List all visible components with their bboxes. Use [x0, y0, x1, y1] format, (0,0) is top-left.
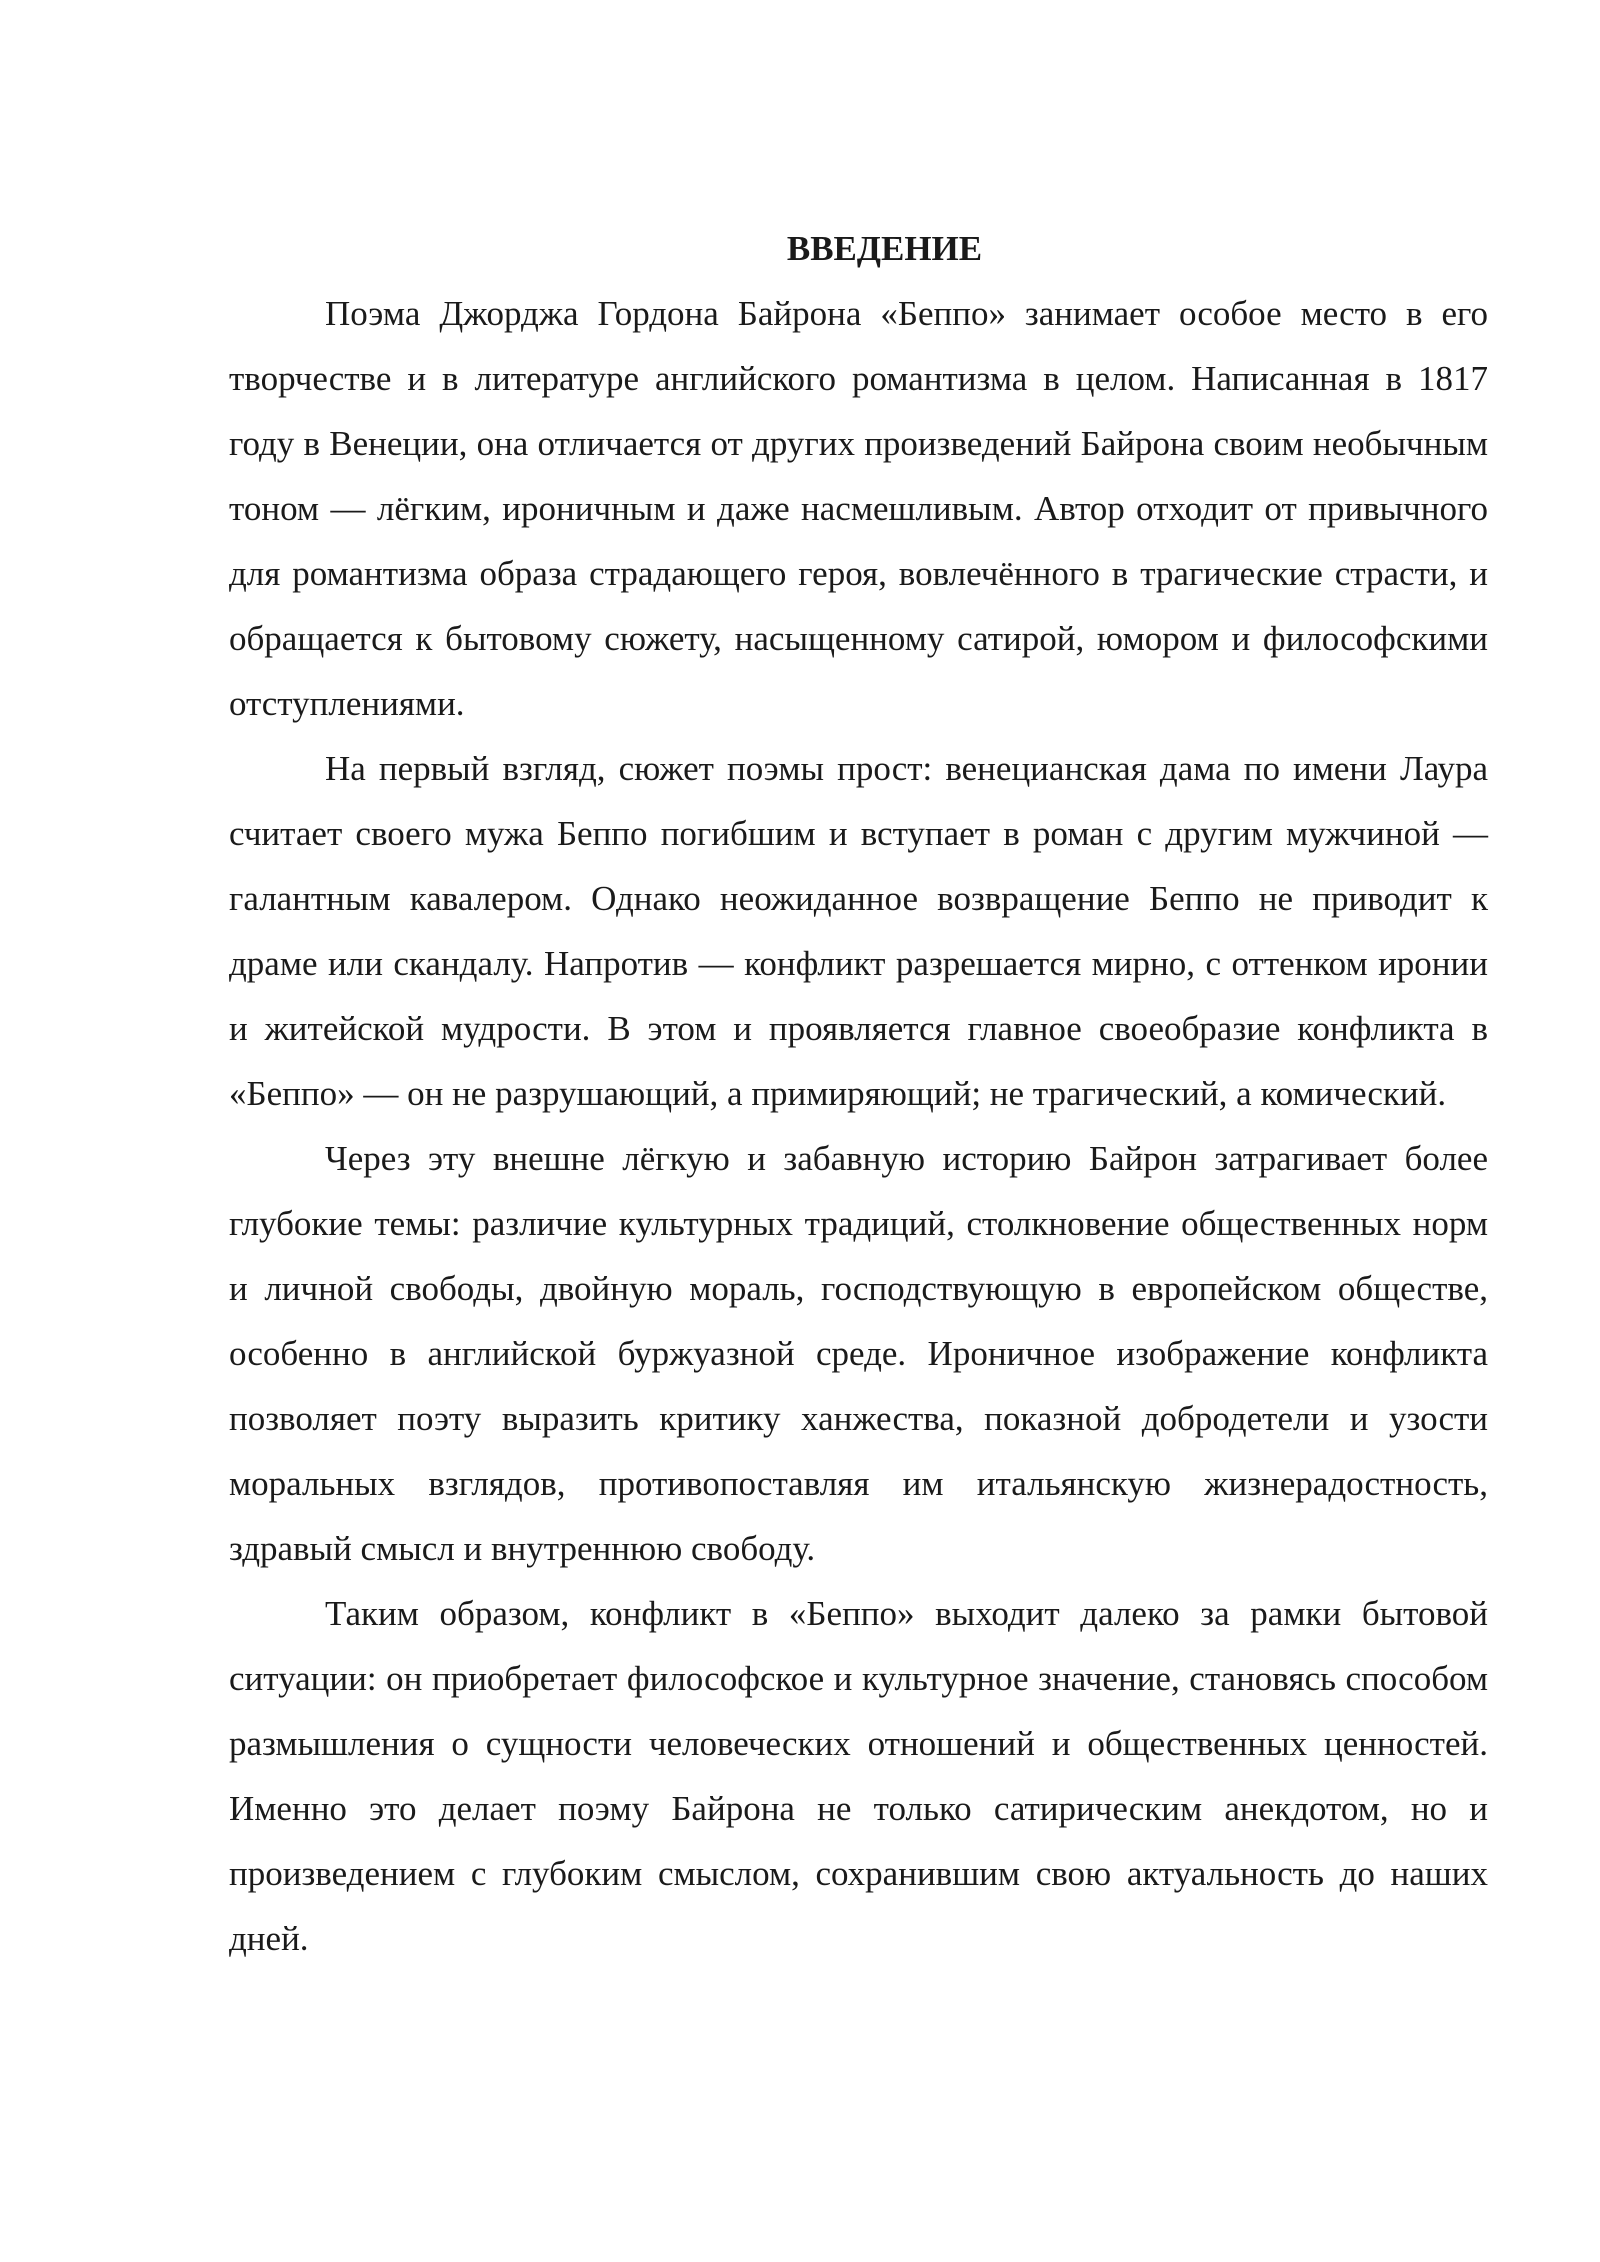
paragraph-2: На первый взгляд, сюжет поэмы прост: венецианская дама по имени Лаура считает своего мужа Беппо погибшим и вступает в роман с другим мужчиной — галантным кавалером. Однако неожиданное возвращение Беппо не приводит к драме или скандалу. Напротив — конфликт разрешается мирно, с оттенком иронии и житейской мудрости. В этом и проявляется главное своеобразие конфликта в «Беппо» — он не разрушающий, а примиряющий; не трагический, а комический. — [229, 749, 1488, 1113]
paragraph-4: Таким образом, конфликт в «Беппо» выходит далеко за рамки бытовой ситуации: он приобретает философское и культурное значение, становясь способом размышления о сущности человеческих отношений и общественных ценностей. Именно это делает поэму Байрона не только сатирическим анекдотом, но и произведением с глубоким смыслом, сохранившим свою актуальность до наших дней. — [229, 1594, 1488, 1958]
document-body — [229, 216, 1488, 1971]
paragraph-1: Поэма Джорджа Гордона Байрона «Беппо» занимает особое место в его творчестве и в литературе английского романтизма в целом. Написанная в 1817 году в Венеции, она отличается от других произведений Байрона своим необычным тоном — лёгким, ироничным и даже насмешливым. Автор отходит от привычного для романтизма образа страдающего героя, вовлечённого в трагические страсти, и обращается к бытовому сюжету, насыщенному сатирой, юмором и философскими отступлениями. — [229, 294, 1488, 723]
paragraph-3: Через эту внешне лёгкую и забавную историю Байрон затрагивает более глубокие темы: различие культурных традиций, столкновение общественных норм и личной свободы, двойную мораль, господствующую в европейском обществе, особенно в английской буржуазной среде. Ироничное изображение конфликта позволяет поэту выразить критику ханжества, показной добродетели и узости моральных взглядов, противопоставляя им итальянскую жизнерадостность, здравый смысл и внутреннюю свободу. — [229, 1139, 1488, 1568]
page-title: ВВЕДЕНИЕ — [786, 229, 983, 268]
